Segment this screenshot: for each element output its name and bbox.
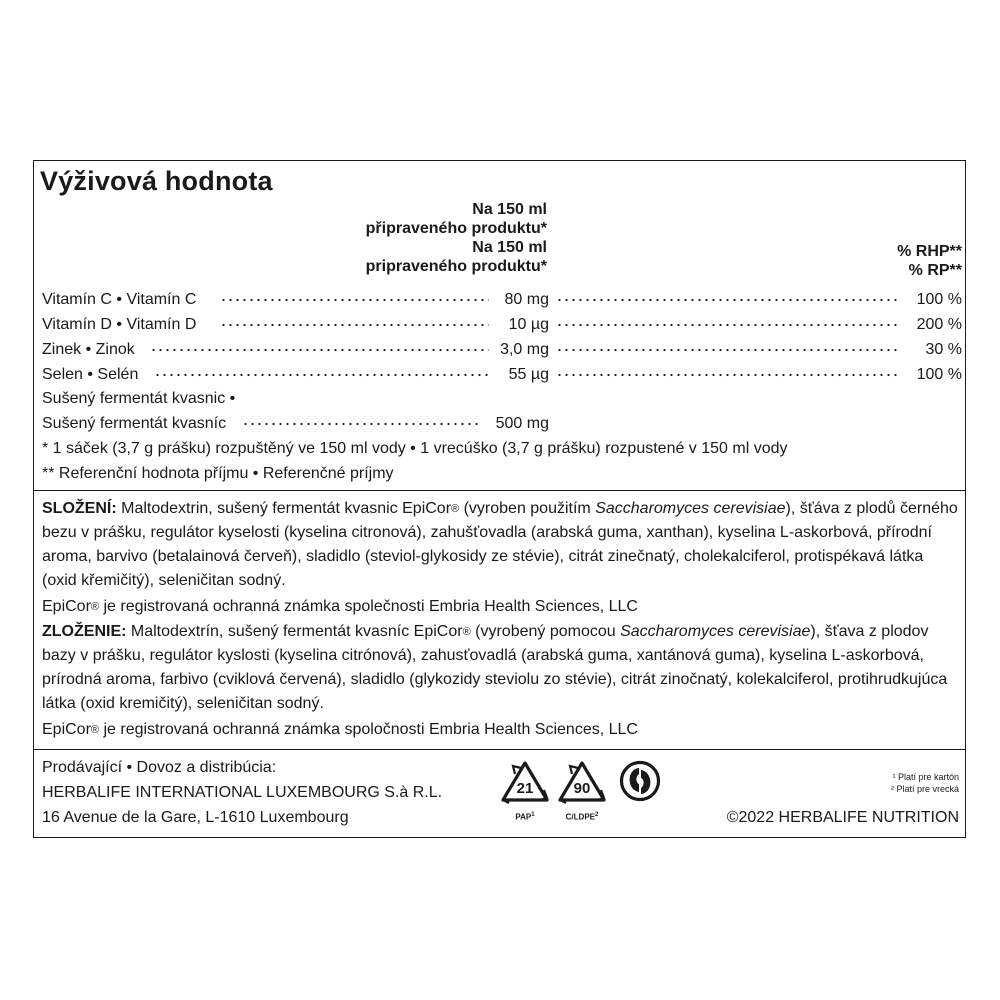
svg-text:90: 90: [573, 780, 591, 797]
nutrient-name: Vitamín D • Vitamín D: [42, 316, 197, 333]
dot-leader: [556, 297, 898, 303]
nutrient-name: Vitamín C • Vitamín C: [42, 291, 197, 308]
yeast-name-cz: Sušený fermentát kvasnic •: [42, 390, 236, 407]
nutrient-row-vitamin-c: [42, 288, 962, 312]
nutrition-section: [34, 161, 965, 490]
nutrient-name: Sušený fermentát kvasníc: [42, 415, 227, 432]
seller-label: Prodávající • Dovoz a distribúcia:: [42, 759, 277, 776]
dot-leader: [556, 372, 898, 378]
dot-leader: [154, 372, 489, 378]
dot-leader: [150, 347, 489, 353]
note-sachets: ² Platí pre vrecká: [890, 784, 959, 794]
footer-section: [34, 749, 965, 839]
footnote-reference: ** Referenční hodnota příjmu • Referenčné príjmy: [42, 465, 394, 482]
nutrient-percent: 100 %: [916, 291, 962, 308]
per-serving-header: Na 150 ml připraveného produktu* Na 150 ml pripraveného produktu*: [365, 201, 547, 275]
nutrition-title: Výživová hodnota: [40, 166, 273, 196]
percent-header: % RHP** % RP**: [897, 243, 962, 279]
nutrient-row-selenium: [42, 363, 962, 387]
recycle-pap-21-icon: 21 PAP$^1$: [500, 760, 550, 830]
green-dot-icon: [619, 760, 661, 802]
nutrient-name: Zinek • Zinok: [42, 341, 135, 358]
nutrient-amount: 80 mg: [504, 291, 549, 308]
ingredients-cz-label: SLOŽENÍ:: [42, 500, 117, 517]
svg-text:21: 21: [516, 780, 534, 797]
nutrient-amount: 500 mg: [495, 415, 549, 432]
seller-address: 16 Avenue de la Gare, L-1610 Luxembourg: [42, 809, 349, 826]
ingredients-sk-label: ZLOŽENIE:: [42, 623, 127, 640]
nutrient-row-zinc: [42, 338, 962, 362]
dot-leader: [220, 322, 489, 328]
nutrition-label: [33, 160, 966, 838]
nutrient-percent: 200 %: [916, 316, 962, 333]
seller-company: HERBALIFE INTERNATIONAL LUXEMBOURG S.à R.L.: [42, 784, 443, 801]
nutrient-amount: 10 µg: [508, 316, 549, 333]
nutrient-amount: 3,0 mg: [500, 341, 549, 358]
dot-leader: [220, 297, 489, 303]
nutrient-row-vitamin-d: [42, 313, 962, 337]
nutrient-name: Selen • Selén: [42, 366, 139, 383]
ingredients-cz: SLOŽENÍ: Maltodextrin, sušený fermentát kvasnic EpiCor® (vyroben použitím Saccharomyces cerevisiae), šťáva z plodů černého bezu v prášku, regulátor kyselosti (kyselina citronová), zahušťovadla (arabská guma, xanthan), kyselina L-askorbová, přírodní aroma, barvivo (betalainová červeň), sladidlo (steviol-glykosidy ze stévie), citrát zinečnatý, cholekalciferol, protispékavá látka (oxid křemičitý), seleničitan sodný.: [42, 500, 958, 589]
nutrient-percent: 100 %: [916, 366, 962, 383]
recycle-cldpe-90-icon: 90 C/LDPE$^2$: [554, 760, 610, 830]
footnote-serving: * 1 sáček (3,7 g prášku) rozpuštěný ve 150 ml vody • 1 vrecúško (3,7 g prášku) rozpustené v 150 ml vody: [42, 440, 788, 457]
dot-leader: [556, 347, 898, 353]
dot-leader: [556, 322, 898, 328]
copyright: ©2022 HERBALIFE NUTRITION: [726, 809, 959, 826]
trademark-cz: EpiCor® je registrovaná ochranná známka společnosti Embria Health Sciences, LLC: [42, 598, 638, 615]
dot-leader: [242, 421, 479, 427]
nutrient-percent: 30 %: [925, 341, 962, 358]
ingredients-section: [34, 490, 965, 749]
nutrient-amount: 55 µg: [508, 366, 549, 383]
ingredients-sk: ZLOŽENIE: Maltodextrín, sušený fermentát kvasníc EpiCor® (vyrobený pomocou Saccharomyces cerevisiae), šťava z plodov bazy v prášku, regulátor kyslosti (kyselina citrónová), zahusťovadlá (arabská guma, xantánová guma), kyselina L-askorbová, prírodná aroma, farbivo (cviklová červená), sladidlo (glykozidy steviolu zo stévie), citrát zinočnatý, kolekalciferol, protihrudkujúca látka (oxid kremičitý), seleničitan sodný.: [42, 623, 948, 712]
nutrient-row-yeast: [42, 412, 962, 436]
trademark-sk: EpiCor® je registrovaná ochranná známka spoločnosti Embria Health Sciences, LLC: [42, 721, 638, 738]
note-carton: ¹ Platí pre kartón: [892, 772, 959, 782]
